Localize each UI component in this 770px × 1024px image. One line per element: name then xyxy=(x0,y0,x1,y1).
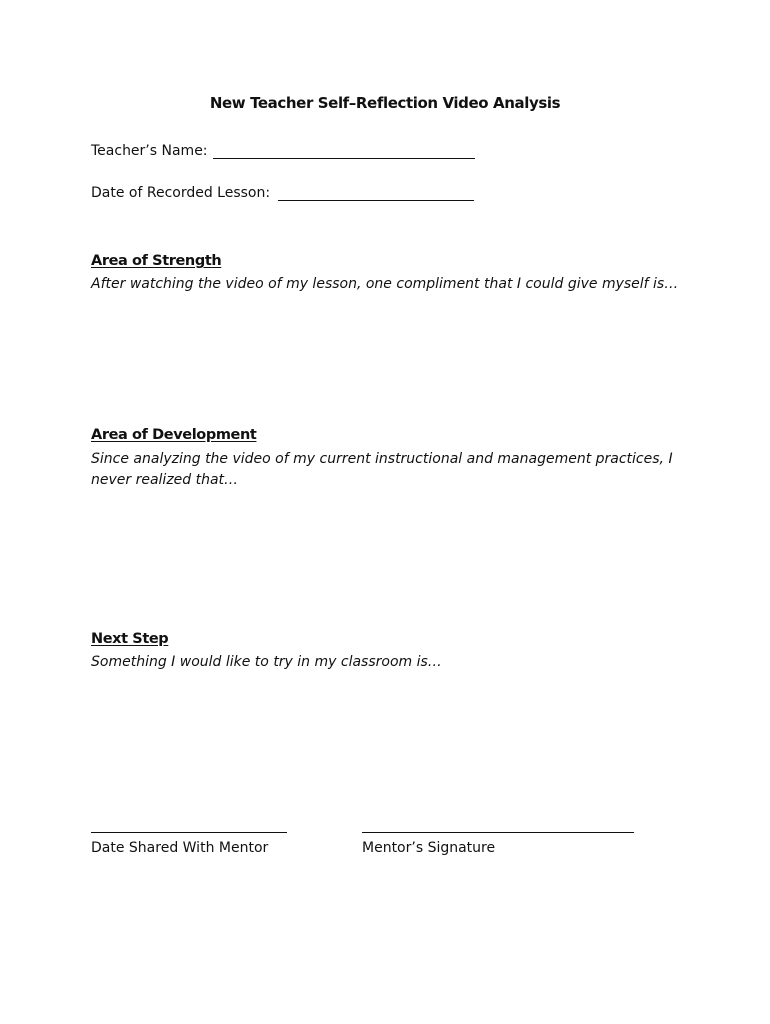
recorded-date-label: Date of Recorded Lesson: xyxy=(91,185,271,201)
section-heading-next-step: Next Step xyxy=(91,631,169,647)
teacher-name-label: Teacher’s Name: xyxy=(91,143,208,159)
section-heading-strength: Area of Strength xyxy=(91,253,222,269)
mentor-signature-label: Mentor’s Signature xyxy=(362,840,496,856)
section-prompt-next-step: Something I would like to try in my classroom is… xyxy=(91,654,442,670)
teacher-name-blank[interactable] xyxy=(213,144,475,159)
teacher-name-field xyxy=(91,143,475,159)
recorded-date-field xyxy=(91,185,474,201)
section-heading-development: Area of Development xyxy=(91,427,257,443)
section-prompt-development: Since analyzing the video of my current instructional and management practices, I never realized that… xyxy=(91,451,673,488)
recorded-date-blank[interactable] xyxy=(278,186,474,201)
mentor-signature-blank[interactable] xyxy=(362,832,634,833)
document-title: New Teacher Self–Reflection Video Analysis xyxy=(209,94,561,112)
date-shared-blank[interactable] xyxy=(91,832,287,833)
section-prompt-strength: After watching the video of my lesson, one compliment that I could give myself is… xyxy=(91,276,679,292)
date-shared-label: Date Shared With Mentor xyxy=(91,840,269,856)
